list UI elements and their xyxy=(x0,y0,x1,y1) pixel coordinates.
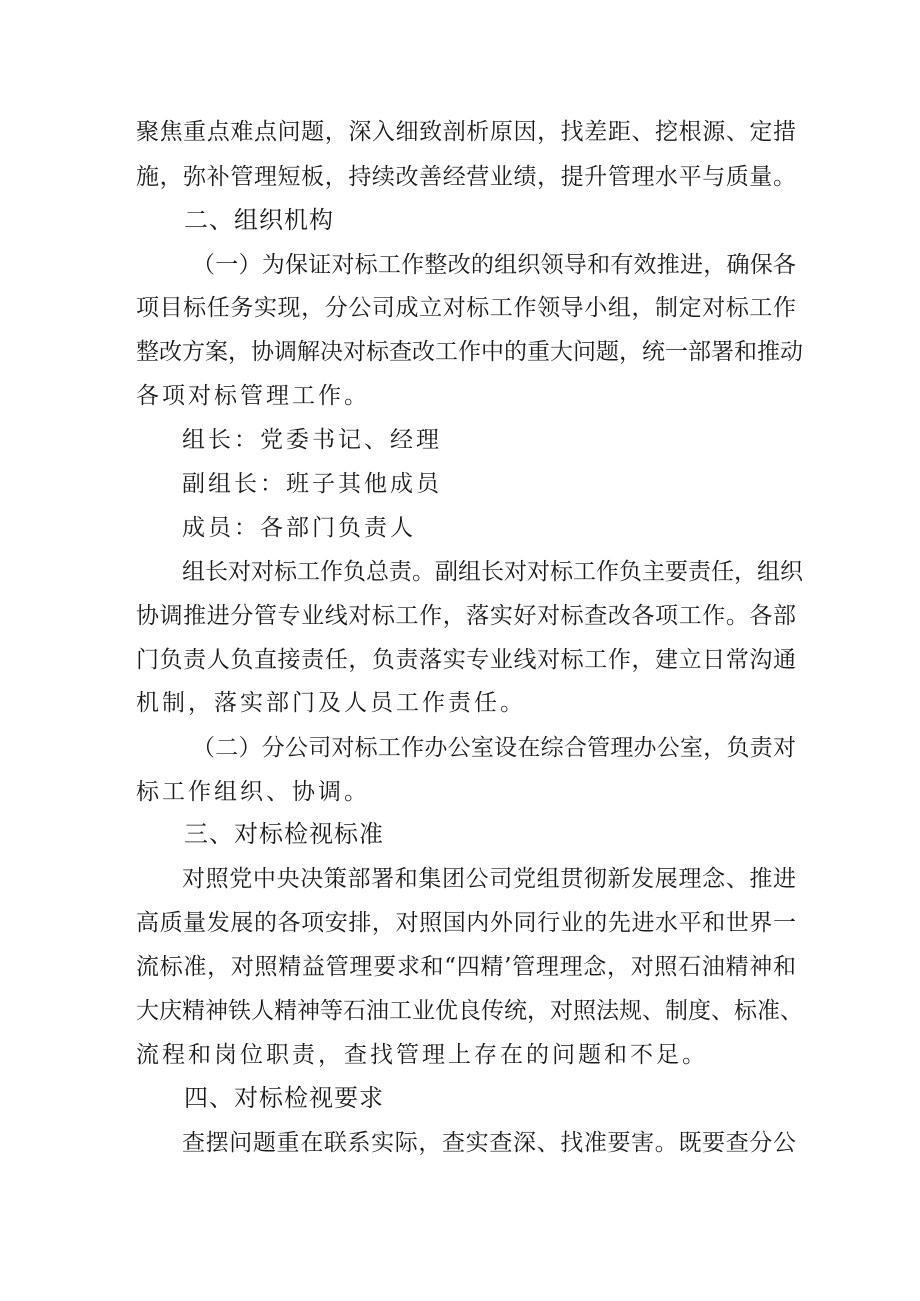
section-heading: 三、对标检视标准 xyxy=(184,820,384,848)
body-line: 协调推进分管专业线对标工作，落实好对标查改各项工作。各部 xyxy=(136,603,796,629)
body-line: 流程和岗位职责，查找管理上存在的问题和不足。 xyxy=(136,1042,708,1068)
section-heading: 二、组织机构 xyxy=(184,206,334,234)
body-line: 高质量发展的各项安排，对照国内外同行业的先进水平和世界一 xyxy=(136,910,796,936)
body-line: 组长：党委书记、经理 xyxy=(182,427,442,453)
body-line: 整改方案，协调解决对标查改工作中的重大问题，统一部署和推动 xyxy=(136,339,803,365)
body-line: 流标准，对照精益管理要求和“四精’管理理念，对照石油精神和 xyxy=(136,954,796,980)
body-line: 施，弥补管理短板，持续改善经营业绩，提升管理水平与质量。 xyxy=(136,164,796,190)
body-line: 副组长：班子其他成员 xyxy=(182,471,442,497)
body-line: 机制，落实部门及人员工作责任。 xyxy=(136,690,526,716)
body-line: （一）为保证对标工作整改的组织领导和有效推进，确保各 xyxy=(192,252,796,278)
body-line: 大庆精神铁人精神等石油工业优良传统，对照法规、制度、标准、 xyxy=(136,998,803,1024)
body-line: 查摆问题重在联系实际，查实查深、找准要害。既要查分公 xyxy=(182,1130,796,1156)
body-line: 项目标任务实现，分公司成立对标工作领导小组，制定对标工作 xyxy=(136,295,796,321)
body-line: （二）分公司对标工作办公室设在综合管理办公室，负责对 xyxy=(192,735,796,761)
body-line: 组长对对标工作负总责。副组长对对标工作负主要责任，组织 xyxy=(182,559,803,585)
body-line: 标工作组织、协调。 xyxy=(136,779,370,805)
body-line: 聚焦重点难点问题，深入细致剖析原因，找差距、挖根源、定措 xyxy=(136,119,796,145)
section-heading: 四、对标检视要求 xyxy=(184,1084,384,1112)
body-line: 门负责人负直接责任，负责落实专业线对标工作，建立日常沟通 xyxy=(136,647,796,673)
body-line: 各项对标管理工作。 xyxy=(136,383,370,409)
body-line: 对照党中央决策部署和集团公司党组贯彻新发展理念、推进 xyxy=(182,866,796,892)
body-line: 成员：各部门负责人 xyxy=(182,515,416,541)
